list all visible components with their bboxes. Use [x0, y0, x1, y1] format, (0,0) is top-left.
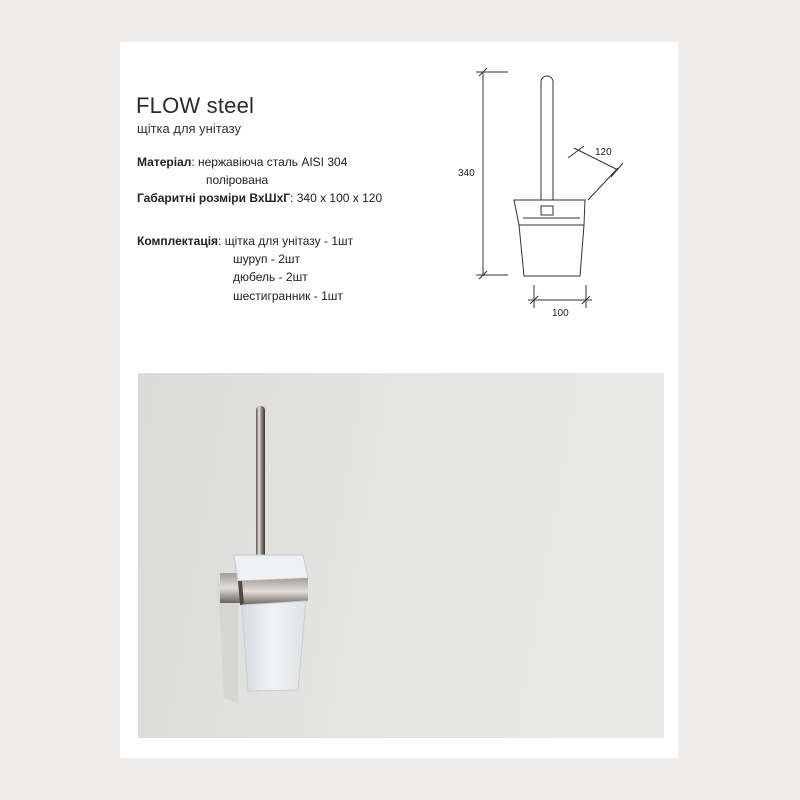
- material-value: нержавіюча сталь AISI 304: [198, 155, 348, 169]
- brush-handle-outline: [541, 76, 553, 214]
- material-finish: полірована: [206, 173, 269, 187]
- technical-drawing: [440, 60, 630, 320]
- product-subtitle: щітка для унітазу: [137, 121, 241, 136]
- dimensions-label: Габаритні розміри ВхШхГ: [137, 191, 291, 205]
- kit-item: шуруп - 2шт: [233, 252, 300, 266]
- toilet-brush-illustration: [138, 373, 664, 738]
- depth-dimension-line: [588, 168, 618, 200]
- kit-item: шестигранник - 1шт: [233, 289, 343, 303]
- height-label: 340: [458, 168, 475, 179]
- depth-label: 120: [595, 147, 612, 158]
- dimensions-value: 340 х 100 х 120: [296, 191, 383, 205]
- kit-item: дюбель - 2шт: [233, 270, 308, 284]
- kit-label: Комплектація: [137, 234, 219, 248]
- material-row: Матеріал: нержавіюча сталь AISI 304: [137, 155, 348, 169]
- width-label: 100: [552, 308, 569, 319]
- dimensions-row: Габаритні розміри ВхШхГ: 340 х 100 х 120: [137, 191, 383, 205]
- kit-row: Комплектація: щітка для унітазу - 1шт: [137, 234, 354, 248]
- kit-item: щітка для унітазу - 1шт: [224, 234, 354, 248]
- product-title: FLOW steel: [136, 93, 255, 118]
- product-photo: [138, 373, 664, 738]
- material-label: Матеріал: [137, 155, 192, 169]
- holder-outline: [519, 225, 584, 276]
